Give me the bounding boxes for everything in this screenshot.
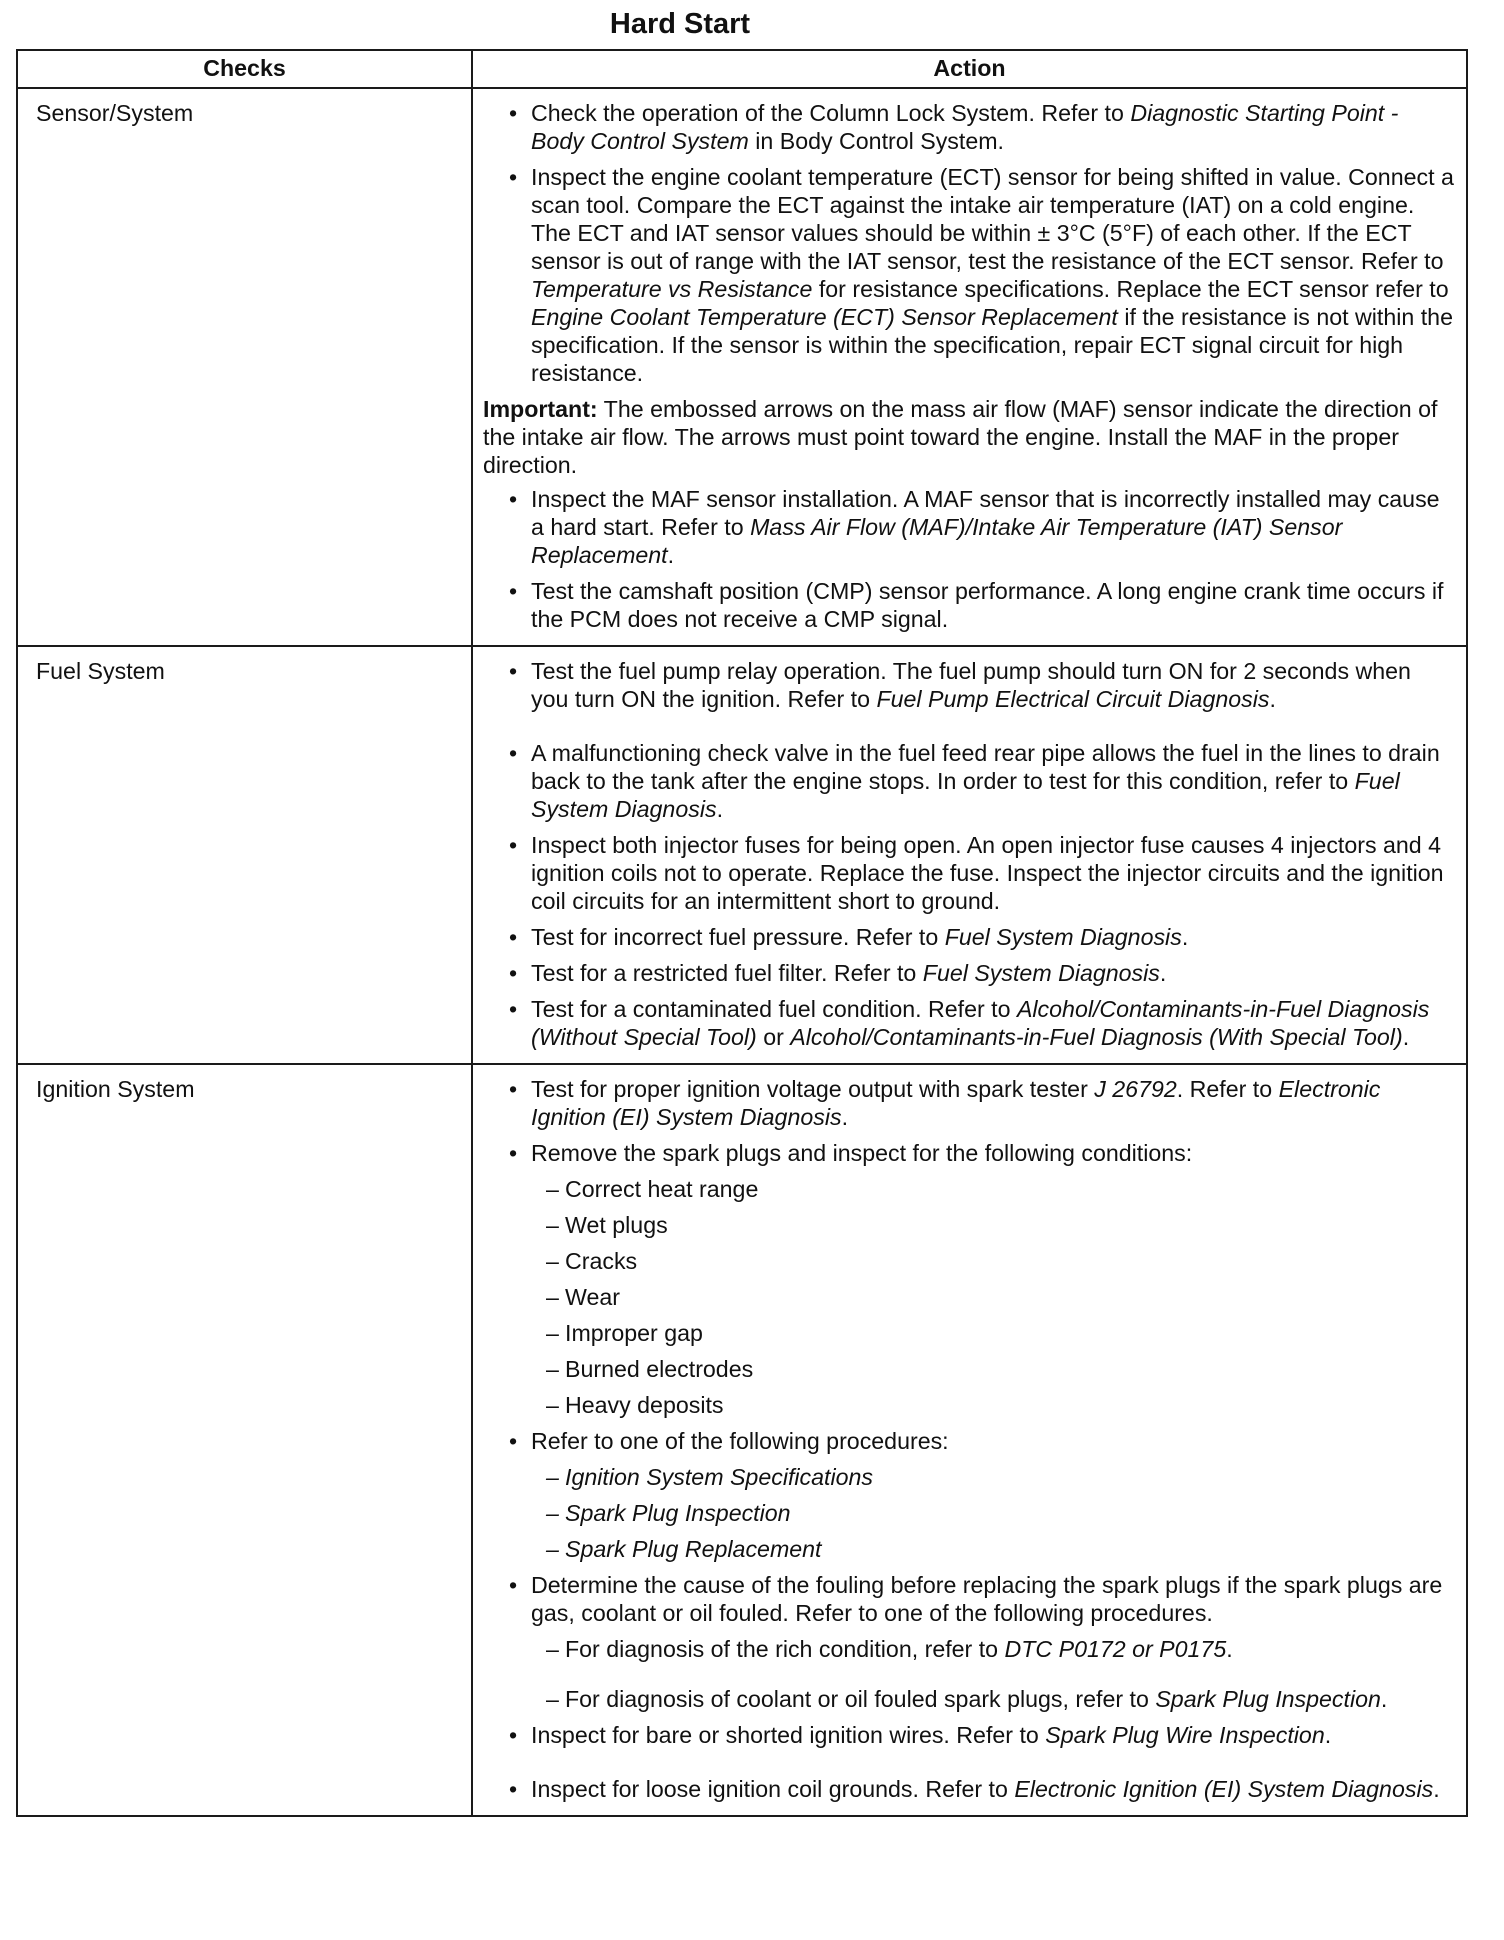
diagnostic-table xyxy=(16,49,1468,1817)
reference-link[interactable]: Alcohol/Contaminants-in-Fuel Diagnosis (With Special Tool) xyxy=(790,1024,1403,1050)
reference-link[interactable]: Temperature vs Resistance xyxy=(531,276,813,302)
condition-item: – Cracks xyxy=(483,1247,1454,1275)
action-bullet: • Determine the cause of the fouling before replacing the spark plugs if the spark plugs are gas, coolant or oil fouled. Refer to one of the following procedures. xyxy=(483,1571,1454,1627)
action-bullet: • Test for a restricted fuel filter. Refer to Fuel System Diagnosis. xyxy=(483,959,1454,987)
condition-item: – Improper gap xyxy=(483,1319,1454,1347)
action-column-header: Action xyxy=(472,50,1467,88)
action-bullet: • Inspect for loose ignition coil grounds. Refer to Electronic Ignition (EI) System Diagnosis. xyxy=(483,1775,1454,1803)
procedure-link[interactable]: – Ignition System Specifications xyxy=(483,1463,1454,1491)
action-bullet: • Check the operation of the Column Lock System. Refer to Diagnostic Starting Point - Body Control System in Body Control System. xyxy=(483,99,1454,155)
action-bullet: • Refer to one of the following procedures: xyxy=(483,1427,1454,1455)
action-bullet: • Test for incorrect fuel pressure. Refer to Fuel System Diagnosis. xyxy=(483,923,1454,951)
check-cell: Fuel System xyxy=(17,646,472,1064)
table-row-sensor-system xyxy=(17,88,1467,646)
action-cell xyxy=(472,646,1467,1064)
action-bullet: • A malfunctioning check valve in the fuel feed rear pipe allows the fuel in the lines to drain back to the tank after the engine stops. In order to test for this condition, refer to Fuel System Diagnosis. xyxy=(483,739,1454,823)
reference-link[interactable]: Fuel System Diagnosis xyxy=(531,768,1400,822)
procedure-sub-item: – For diagnosis of coolant or oil fouled spark plugs, refer to Spark Plug Inspection. xyxy=(483,1685,1454,1713)
reference-link[interactable]: Mass Air Flow (MAF)/Intake Air Temperature (IAT) Sensor Replacement xyxy=(531,514,1343,568)
action-bullet: • Inspect for bare or shorted ignition wires. Refer to Spark Plug Wire Inspection. xyxy=(483,1721,1454,1749)
important-label: Important: xyxy=(483,396,598,422)
condition-item: – Heavy deposits xyxy=(483,1391,1454,1419)
condition-item: – Correct heat range xyxy=(483,1175,1454,1203)
action-bullet: • Inspect the engine coolant temperature (ECT) sensor for being shifted in value. Connect a scan tool. Compare the ECT against the intake air temperature (IAT) on a cold engine. The ECT and IAT sensor values should be within ± 3°C (5°F) of each other. If the ECT sensor is out of range with the IAT sensor, test the resistance of the ECT sensor. Refer to Temperature vs Resistance for resistance specifications. Replace the ECT sensor refer to Engine Coolant Temperature (ECT) Sensor Replacement if the resistance is not within the specification. If the sensor is within the specification, repair ECT signal circuit for high resistance. xyxy=(483,163,1454,387)
procedure-link[interactable]: – Spark Plug Inspection xyxy=(483,1499,1454,1527)
action-bullet: • Inspect both injector fuses for being open. An open injector fuse causes 4 injectors and 4 ignition coils not to operate. Replace the fuse. Inspect the injector circuits and the ignition coil circuits for an intermittent short to ground. xyxy=(483,831,1454,915)
action-bullet: • Test the fuel pump relay operation. The fuel pump should turn ON for 2 seconds when you turn ON the ignition. Refer to Fuel Pump Electrical Circuit Diagnosis. xyxy=(483,657,1454,713)
reference-link[interactable]: Fuel System Diagnosis xyxy=(944,924,1182,950)
table-row-ignition-system xyxy=(17,1064,1467,1816)
procedure-link[interactable]: – Spark Plug Replacement xyxy=(483,1535,1454,1563)
reference-link[interactable]: Electronic Ignition (EI) System Diagnosis xyxy=(531,1076,1381,1130)
action-bullet: • Test the camshaft position (CMP) sensor performance. A long engine crank time occurs if the PCM does not receive a CMP signal. xyxy=(483,577,1454,633)
action-bullet: • Test for a contaminated fuel condition. Refer to Alcohol/Contaminants-in-Fuel Diagnosis (Without Special Tool) or Alcohol/Contaminants-in-Fuel Diagnosis (With Special Tool). xyxy=(483,995,1454,1051)
reference-link[interactable]: Engine Coolant Temperature (ECT) Sensor Replacement xyxy=(531,304,1118,330)
action-bullet: • Test for proper ignition voltage output with spark tester J 26792. Refer to Electronic Ignition (EI) System Diagnosis. xyxy=(483,1075,1454,1131)
check-cell: Ignition System xyxy=(17,1064,472,1816)
reference-link[interactable]: Electronic Ignition (EI) System Diagnosis xyxy=(1014,1776,1434,1802)
checks-column-header: Checks xyxy=(17,50,472,88)
reference-link[interactable]: Fuel System Diagnosis xyxy=(922,960,1160,986)
table-header-row xyxy=(17,50,1467,88)
reference-link[interactable]: Spark Plug Inspection xyxy=(1155,1686,1381,1712)
reference-link[interactable]: Fuel Pump Electrical Circuit Diagnosis xyxy=(876,686,1270,712)
reference-link[interactable]: Spark Plug Wire Inspection xyxy=(1045,1722,1325,1748)
condition-item: – Wear xyxy=(483,1283,1454,1311)
action-cell xyxy=(472,1064,1467,1816)
reference-link[interactable]: Alcohol/Contaminants-in-Fuel Diagnosis (Without Special Tool) xyxy=(531,996,1430,1050)
procedure-sub-item: – For diagnosis of the rich condition, refer to DTC P0172 or P0175. xyxy=(483,1635,1454,1663)
action-cell xyxy=(472,88,1467,646)
check-cell: Sensor/System xyxy=(17,88,472,646)
table-row-fuel-system xyxy=(17,646,1467,1064)
reference-link[interactable]: Diagnostic Starting Point - Body Control System xyxy=(531,100,1399,154)
important-note: Important: The embossed arrows on the mass air flow (MAF) sensor indicate the direction of the intake air flow. The arrows must point toward the engine. Install the MAF in the proper direction. xyxy=(483,396,1438,478)
condition-item: – Burned electrodes xyxy=(483,1355,1454,1383)
action-bullet: • Remove the spark plugs and inspect for the following conditions: xyxy=(483,1139,1454,1167)
tool-number: J 26792 xyxy=(1094,1076,1177,1102)
page-title: Hard Start xyxy=(609,8,751,40)
reference-link[interactable]: DTC P0172 or P0175 xyxy=(1004,1636,1227,1662)
action-bullet: • Inspect the MAF sensor installation. A MAF sensor that is incorrectly installed may cause a hard start. Refer to Mass Air Flow (MAF)/Intake Air Temperature (IAT) Sensor Replacement. xyxy=(483,485,1454,569)
condition-item: – Wet plugs xyxy=(483,1211,1454,1239)
